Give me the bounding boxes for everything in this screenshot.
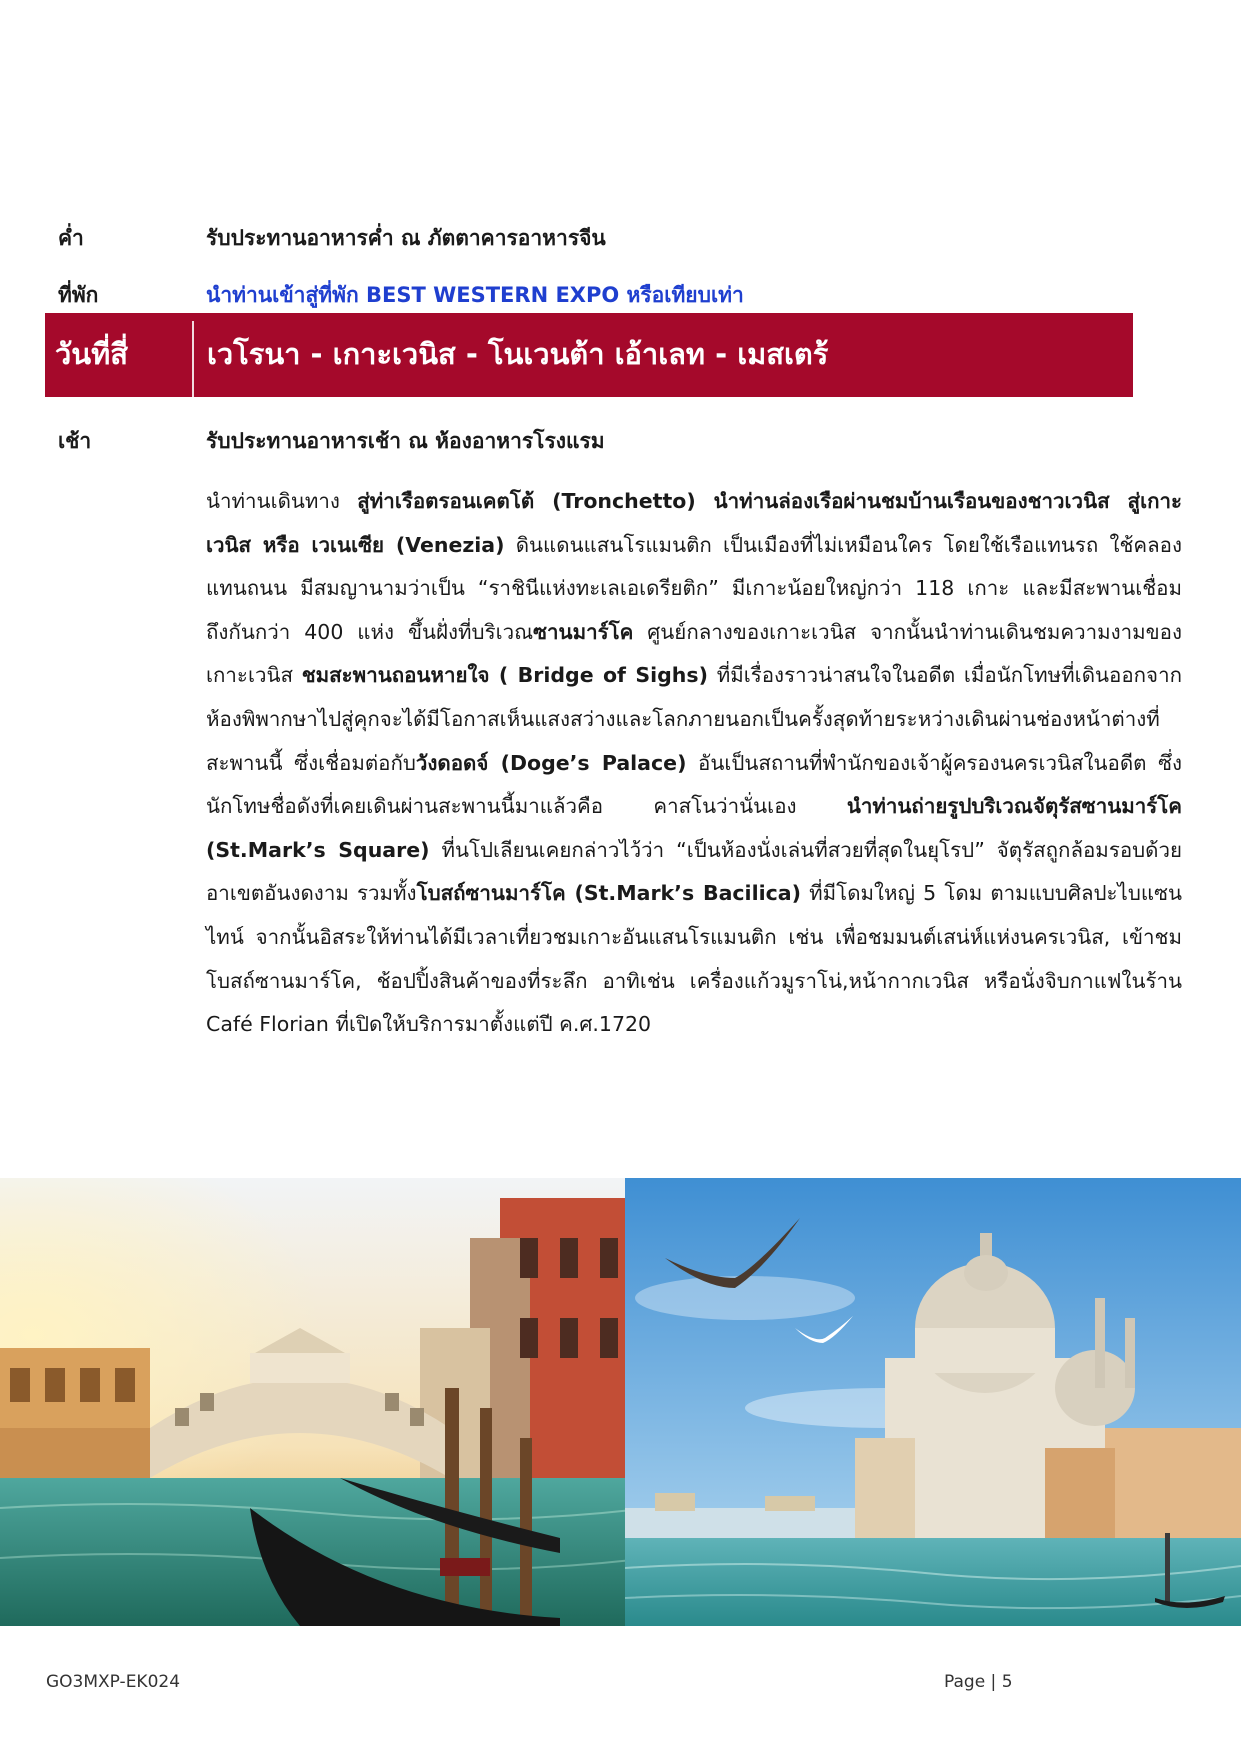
day-route: เวโรนา - เกาะเวนิส - โนเวนต้า เอ้าเลท - เมสเตร้ [207,337,829,371]
highlight-text: วังดอดจ์ (Doge’s Palace) [415,750,687,775]
day-header-band [45,313,1133,397]
day-number: วันที่สี่ [55,337,128,371]
body-text: ศูนย์กลางของเกาะเวนิส จากนั้นนำท่านเดินชมความงามของเกาะเวนิส [206,619,1182,688]
highlight-text: นำท่านถ่ายรูปบริเวณจัตุรัสซานมาร์โค (St.Mark’s Square) [206,794,1182,862]
day-description [206,480,1182,1047]
grand-canal-illustration [625,1178,1241,1626]
body-text: อันเป็นสถานที่พำนักของเจ้าผู้ครองนครเวนิสในอดีต ซึ่งนักโทษชื่อดังที่เคยเดินผ่านสะพานนี้มาแล้วคือ คาสโนว่านั่นเอง [206,750,1183,819]
body-text: ที่นโปเลียนเคยกล่าวไว้ว่า “เป็นห้องนั่งเล่นที่สวยที่สุดในยุโรป” จัตุรัสถูกล้อมรอบด้วยอาเขตอันงดงาม รวมทั้ง [206,837,1182,906]
highlight-text: สู่ท่าเรือตรอนเคตโต้ (Tronchetto) นำท่านล่องเรือผ่านชมบ้านเรือนของชาวเวนิส สู่เกาะเวนิส หรือ เวเนเซีย (Venezia) [206,489,1183,557]
dinner-text: รับประทานอาหารค่ำ ณ ภัตตาคารอาหารจีน [206,226,606,250]
dinner-label: ค่ำ [58,226,84,250]
highlight-text: โบสถ์ซานมาร์โค (St.Mark’s Bacilica) [416,881,801,906]
body-text: นำท่านเดินทาง [206,489,358,513]
hotel-text: นำท่านเข้าสู่ที่พัก BEST WESTERN EXPO หรือเทียบเท่า [206,283,744,307]
body-text: ที่มีโดมใหญ่ 5 โดม ตามแบบศิลปะไบแซนไทน์ จากนั้นอิสระให้ท่านได้มีเวลาเที่ยวชมเกาะอันแสนโรแมนติก เช่น เพื่อชมมนต์เสน่ห์แห่งนครเวนิส, เข้าชมโบสถ์ซานมาร์โค, ช้อปปิ้งสินค้าของที่ระลึก อาทิเช่น เครื่องแก้วมูราโน่,หน้ากากเวนิส หรือนั่งจิบกาแฟในร้าน Café Florian ที่เปิดให้บริการมาตั้งแต่ปี ค.ศ.1720 [206,881,1182,1037]
document-code: GO3MXP-EK024 [46,1672,181,1692]
page-number: Page | 5 [944,1672,1013,1692]
body-text: ดินแดนแสนโรแมนติก เป็นเมืองที่ไม่เหมือนใคร โดยใช้เรือแทนรถ ใช้คลองแทนถนน มีสมญานามว่าเป็น “ราชินีแห่งทะเลเอเดรียติก” มีเกาะน้อยใหญ่กว่า 118 เกาะ และมีสะพานเชื่อมถึงกันกว่า 400 แห่ง ขึ้นฝั่งที่บริเวณ [206,532,1183,644]
rialto-bridge-illustration [0,1178,650,1626]
photo-rialto-bridge [0,1178,650,1626]
photo-grand-canal [625,1178,1241,1626]
hotel-label: ที่พัก [58,283,99,307]
breakfast-label: เช้า [58,429,92,453]
highlight-text: ซานมาร์โค [533,619,634,644]
highlight-text: ชมสะพานถอนหายใจ ( Bridge of Sighs) [301,663,708,688]
breakfast-text: รับประทานอาหารเช้า ณ ห้องอาหารโรงแรม [206,429,605,453]
body-text: ที่มีเรื่องราวน่าสนใจในอดีต เมื่อนักโทษที่เดินออกจากห้องพิพากษาไปสู่คุกจะได้มีโอกาสเห็นแสงสว่างและโลกภายนอกเป็นครั้งสุดท้ายระหว่างเดินผ่านช่องหน้าต่างที่สะพานนี้ ซึ่งเชื่อมต่อกับ [206,663,1182,775]
day-header-divider [192,321,194,397]
